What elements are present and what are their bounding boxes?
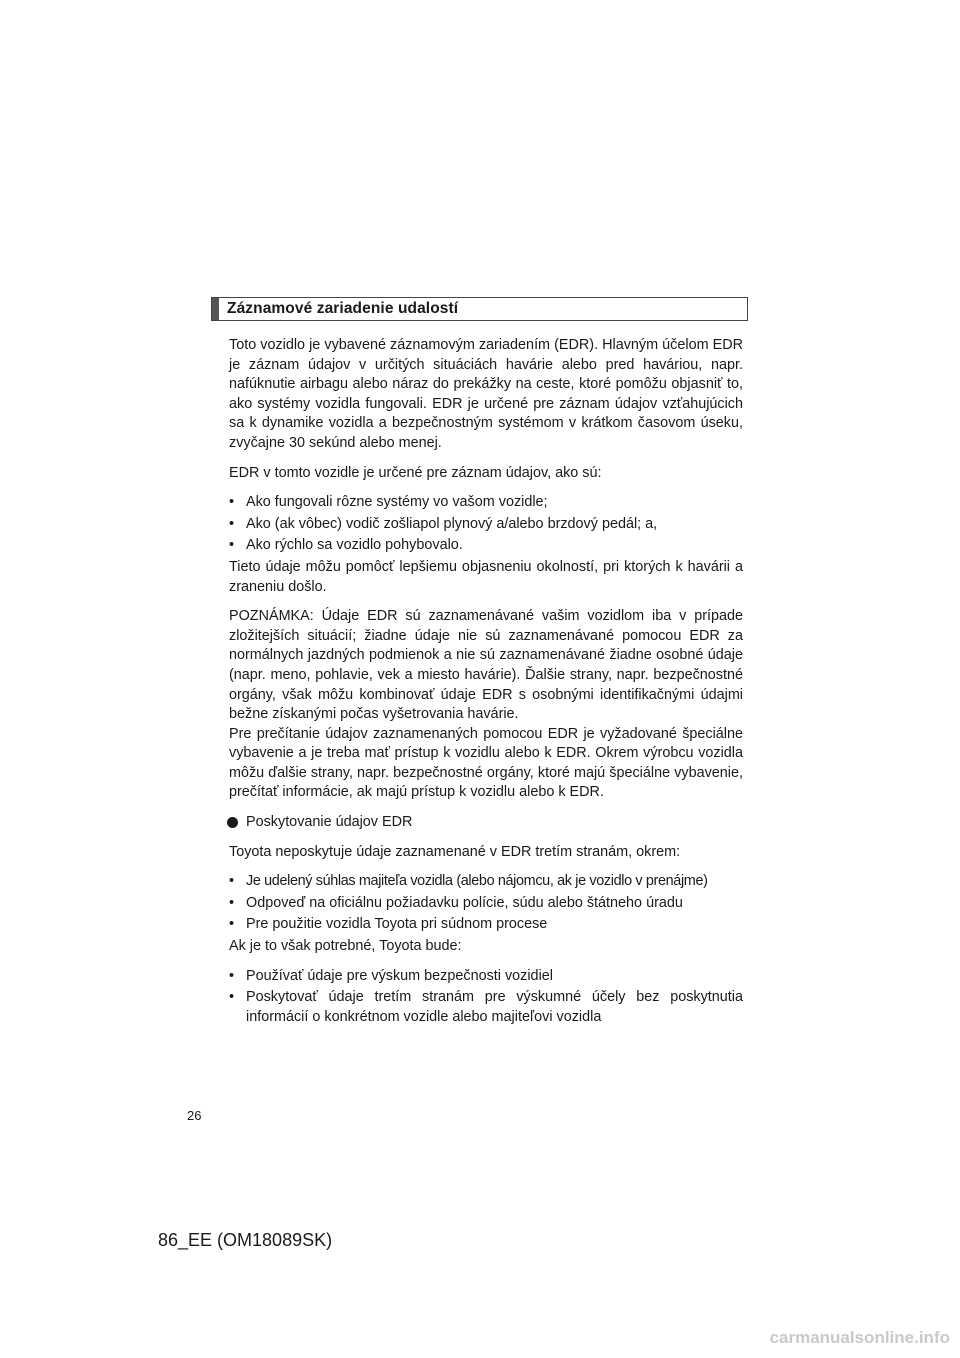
toyota-will: Ak je to však potrebné, Toyota bude: (229, 938, 462, 955)
header-accent-bar (212, 298, 219, 320)
records-note: Tieto údaje môžu pomôcť lepšiemu objasneniu okolností, pri ktorých k havárii a zraneniu došlo. (229, 558, 743, 595)
list-item: • Ako (ak vôbec) vodič zošliapol plynový a/alebo brzdový pedál; a, (229, 515, 743, 535)
content (229, 336, 743, 1037)
section-title: Záznamové zariadenie udalostí (227, 300, 459, 317)
list-intro: EDR v tomto vozidle je určené pre záznam údajov, ako sú: (229, 464, 602, 481)
exceptions-list (229, 872, 743, 935)
section-header (211, 297, 748, 321)
list-item: • Je udelený súhlas majiteľa vozidla (alebo nájomcu, ak je vozidlo v prenájme) (229, 872, 743, 892)
toyota-intro: Toyota neposkytuje údaje zaznamenané v EDR tretím stranám, okrem: (229, 843, 681, 860)
intro-paragraph: Toto vozidlo je vybavené záznamovým zariadením (EDR). Hlavným účelom EDR je záznam údajov v určitých situáciách havárie alebo pred haváriou, napr. nafúknutie airbagu alebo náraz do prekážky na ceste, ktoré pomôžu objasniť to, ako systémy vozidla fungovali. EDR je určené pre záznam údajov vzťahujúcich sa k dynamike vozidla a bezpečnostným systémom v krátkom časovom úseku, zvyčajne 30 sekúnd alebo menej. (229, 337, 743, 451)
list-item: • Pre použitie vozidla Toyota pri súdnom procese (229, 915, 743, 935)
page-number: 26 (187, 1108, 202, 1123)
bullet-circle-icon (227, 817, 238, 828)
reading-paragraph: Pre prečítanie údajov zaznamenaných pomocou EDR je vyžadované špeciálne vybavenie a je treba mať prístup k vozidlu alebo k EDR. Okrem výrobcu vozidla môžu ďalšie strany, napr. bezpečnostné orgány, ktoré majú špeciálne vybavenie, prečítať informácie, ak majú prístup k vozidlu alebo k EDR. (229, 725, 743, 801)
watermark: carmanualsonline.info (769, 1328, 950, 1347)
list-item: • Používať údaje pre výskum bezpečnosti vozidiel (229, 967, 743, 987)
subheading-text: Poskytovanie údajov EDR (246, 814, 413, 831)
list-item: • Odpoveď na oficiálnu požiadavku polície, súdu alebo štátneho úradu (229, 894, 743, 914)
records-list (229, 493, 743, 556)
note-paragraph: POZNÁMKA: Údaje EDR sú zaznamenávané vašim vozidlom iba v prípade zložitejších situácií; žiadne údaje nie sú zaznamenávané pomocou EDR za normálnych jazdných podmienok a nie sú zaznamenávané žiadne osobné údaje (napr. meno, pohlavie, vek a miesto havárie). Ďalšie strany, napr. bezpečnostné orgány, však môžu kombinovať údaje EDR s osobnými identifikačnými údajmi bežne získanými počas vyšetrovania havárie. (229, 608, 743, 723)
list-item: • Poskytovať údaje tretím stranám pre výskumné účely bez poskytnutia informácií o konkrétnom vozidle alebo majiteľovi vozidla (229, 988, 743, 1027)
list-item: • Ako fungovali rôzne systémy vo vašom vozidle; (229, 493, 743, 513)
list-item: • Ako rýchlo sa vozidlo pohybovalo. (229, 536, 743, 556)
uses-list (229, 967, 743, 1028)
document-code: 86_EE (OM18089SK) (158, 1230, 333, 1250)
subheading (227, 813, 743, 833)
